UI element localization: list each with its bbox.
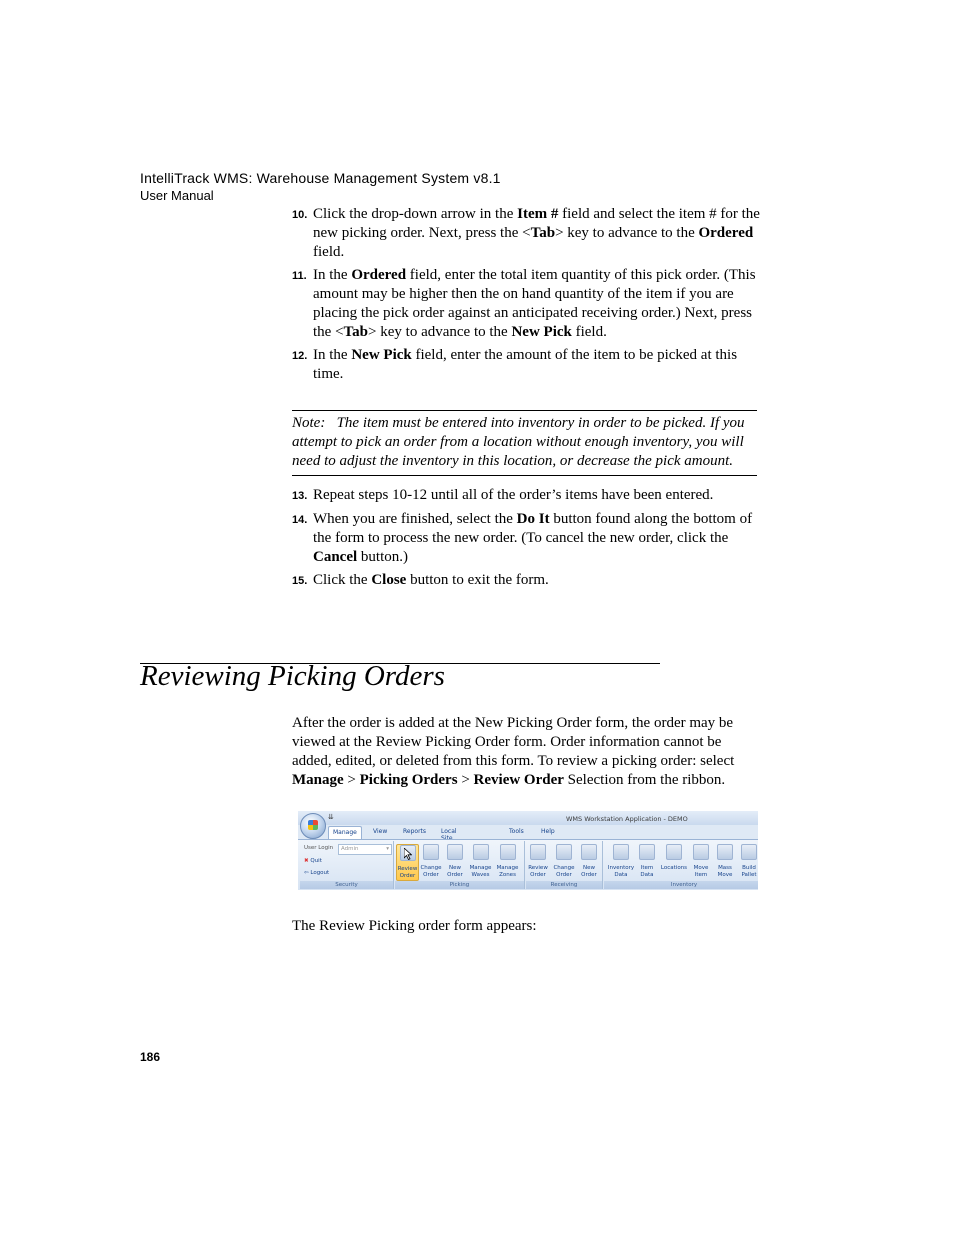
ribbon-group-receiving (526, 841, 603, 889)
tab-view[interactable]: View (373, 828, 388, 835)
group-label-picking: Picking (395, 881, 524, 889)
text-run: > (457, 772, 474, 788)
running-header-subtitle: User Manual (140, 188, 214, 203)
text-run: button found along the bottom of the form to process the new order. (To cancel the new order, click the (313, 511, 753, 546)
text-run: Repeat steps 10-12 until all of the order’s items have been entered. (313, 487, 714, 503)
bold-term: Tab (343, 324, 369, 340)
mass-move-button[interactable]: Mass Move (714, 844, 736, 879)
text-run: field. (313, 244, 345, 260)
text-run: Click the drop-down arrow in the (313, 206, 518, 222)
logout-button[interactable] (304, 870, 329, 876)
mass-move-icon (717, 844, 733, 860)
text-run: > key to advance to the (555, 225, 699, 241)
step-text (313, 266, 762, 342)
logout-label: Logout (310, 870, 330, 876)
running-header-title: IntelliTrack WMS: Warehouse Management System v8.1 (140, 170, 501, 186)
text-run: field and select the item # for the new picking order. Next, press the < (313, 206, 760, 241)
receiving-review-order-button[interactable]: Review Order (527, 844, 549, 879)
item-data-button[interactable]: Item Data (637, 844, 657, 879)
step-number: 12. (292, 350, 308, 362)
step-text (313, 205, 762, 262)
note-text: The item must be entered into inventory in order to be picked. If you attempt to pick an order from a location without enough inventory, you will need to adjust the inventory in this location, or decrease the pick amount. (292, 415, 745, 469)
step-item (292, 571, 762, 590)
bold-term: Ordered (698, 225, 754, 241)
note-label: Note: (292, 415, 326, 431)
text-run: button.) (357, 549, 409, 565)
chevron-down-icon: ▾ (386, 846, 389, 852)
section-intro-paragraph (292, 714, 762, 790)
move-item-button[interactable]: Move Item (690, 844, 712, 879)
step-number: 15. (292, 575, 308, 587)
tab-local-site-settings[interactable]: Local (441, 828, 457, 835)
quick-access-toolbar-icon[interactable]: ⇊ (328, 813, 334, 821)
locations-button[interactable]: Locations (659, 844, 689, 872)
tab-manage[interactable]: Manage (328, 826, 362, 840)
bold-term: Item # (517, 206, 559, 222)
locations-icon (666, 844, 682, 860)
tab-tools[interactable]: Tools (509, 828, 524, 835)
review-order-icon (530, 844, 546, 860)
ribbon-group-inventory (604, 841, 758, 889)
user-login-dropdown[interactable] (338, 844, 392, 855)
mouse-cursor-icon (404, 848, 412, 860)
text-run: In the (313, 267, 352, 283)
after-image-paragraph: The Review Picking order form appears: (292, 918, 537, 934)
quit-label: Quit (310, 858, 322, 864)
logout-icon: ⇦ (304, 870, 309, 876)
text-run: Click the (313, 572, 372, 588)
text-run: > (343, 772, 360, 788)
bold-term: Cancel (313, 549, 358, 565)
bold-term: Picking Orders (359, 772, 458, 788)
bold-term: Tab (530, 225, 556, 241)
build-pallet-icon (741, 844, 757, 860)
bold-term: New Pick (351, 347, 412, 363)
step-text (313, 571, 762, 590)
page-number: 186 (140, 1050, 161, 1064)
ribbon-group-picking (395, 841, 525, 889)
group-label-receiving: Receiving (526, 881, 602, 889)
step-number: 14. (292, 514, 308, 526)
picking-change-order-button[interactable]: Change Order (420, 844, 442, 879)
step-number: 10. (292, 209, 308, 221)
picking-manage-zones-button[interactable]: Manage Zones (495, 844, 520, 879)
inventory-data-button[interactable]: Inventory Data (605, 844, 637, 879)
ribbon-group-security (300, 841, 394, 889)
item-data-icon (639, 844, 655, 860)
receiving-change-order-button[interactable]: Change Order (552, 844, 576, 879)
quit-icon: ✖ (304, 858, 309, 864)
text-run: field. (571, 324, 607, 340)
receiving-new-order-button[interactable]: New Order (578, 844, 600, 879)
bold-term: Review Order (473, 772, 564, 788)
bold-term: Ordered (351, 267, 407, 283)
step-item (292, 486, 762, 505)
step-item (292, 205, 762, 262)
step-number: 11. (292, 270, 307, 282)
bold-term: Close (371, 572, 407, 588)
step-item (292, 346, 762, 384)
text-run: In the (313, 347, 352, 363)
text-run: > key to advance to the (368, 324, 512, 340)
manage-waves-icon (473, 844, 489, 860)
bold-term: Manage (292, 772, 344, 788)
picking-review-order-button[interactable]: Review Order (396, 844, 419, 881)
section-title: Reviewing Picking Orders (140, 660, 445, 692)
quit-button[interactable] (304, 858, 322, 864)
text-run: Selection from the ribbon. (563, 772, 726, 788)
step-text (313, 346, 762, 384)
text-run: After the order is added at the New Picking Order form, the order may be viewed at the Review Picking Order form. Order information cannot be added, edited, or deleted from this form. To review a picking order: select (292, 715, 735, 769)
note-box (292, 410, 757, 476)
step-item (292, 510, 762, 567)
text-run: field, enter the amount of the item to be picked at this time. (313, 347, 738, 382)
office-orb-icon[interactable] (300, 813, 326, 839)
bold-term: New Pick (511, 324, 572, 340)
picking-new-order-button[interactable]: New Order (445, 844, 465, 879)
inventory-data-icon (613, 844, 629, 860)
build-pallet-button[interactable]: Build Pallet (738, 844, 758, 879)
window-title: WMS Workstation Application - DEMO (566, 815, 688, 823)
ribbon-body (298, 839, 758, 890)
step-number: 13. (292, 490, 308, 502)
group-label-security: Security (300, 881, 393, 889)
user-login-label: User Login (304, 845, 334, 851)
manage-zones-icon (500, 844, 516, 860)
new-order-icon (581, 844, 597, 860)
step-text (313, 510, 762, 567)
change-order-icon (423, 844, 439, 860)
picking-manage-waves-button[interactable]: Manage Waves (468, 844, 493, 879)
move-item-icon (693, 844, 709, 860)
new-order-icon (447, 844, 463, 860)
tab-reports[interactable]: Reports (403, 828, 427, 835)
change-order-icon (556, 844, 572, 860)
ribbon-titlebar (298, 811, 758, 825)
step-text (313, 486, 762, 505)
step-item (292, 266, 762, 342)
text-run: When you are finished, select the (313, 511, 517, 527)
user-login-value: Admin (341, 846, 359, 852)
group-label-inventory: Inventory (604, 881, 758, 889)
ribbon-screenshot (298, 811, 758, 890)
bold-term: Do It (516, 511, 550, 527)
tab-help[interactable]: Help (541, 828, 555, 835)
text-run: field, enter the total item quantity of this pick order. (This amount may be higher then the on hand quantity of the item if you are placing the pick order against an anticipated receiving order.) Next, press the < (313, 267, 756, 340)
text-run: button to exit the form. (406, 572, 549, 588)
